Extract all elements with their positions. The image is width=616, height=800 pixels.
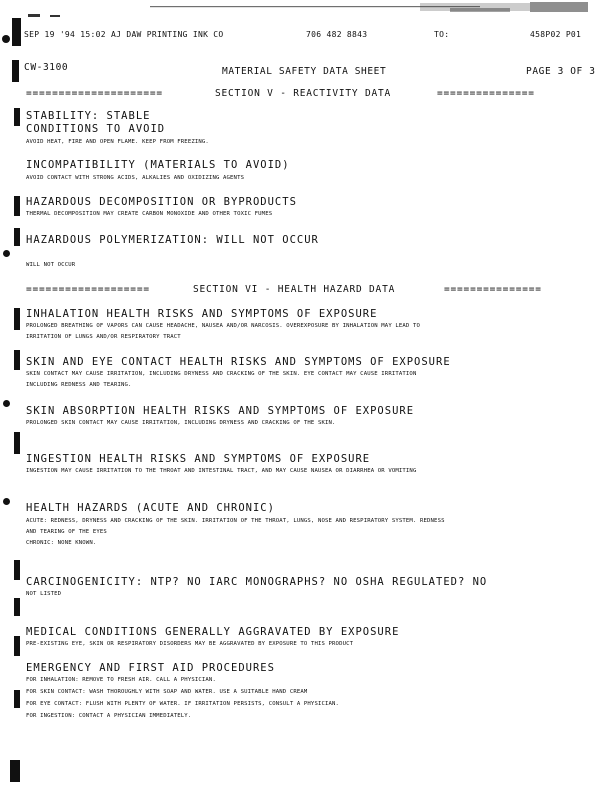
- absorption-label: SKIN ABSORPTION HEALTH RISKS AND SYMPTOMS OF EXPOSURE: [26, 405, 415, 417]
- decomposition-label: HAZARDOUS DECOMPOSITION OR BYPRODUCTS: [26, 196, 297, 208]
- fax-edge-mark: [14, 108, 20, 126]
- document-title: MATERIAL SAFETY DATA SHEET: [222, 66, 387, 77]
- conditions-label: CONDITIONS TO AVOID: [26, 123, 166, 135]
- health-hazards-line: ACUTE: REDNESS, DRYNESS AND CRACKING OF THE SKIN. IRRITATION OF THE THROAT, LUNGS, NOSE AND RESPIRATORY SYSTEM. REDNESS: [26, 518, 445, 524]
- emergency-line: FOR INGESTION: CONTACT A PHYSICIAN IMMEDIATELY.: [26, 713, 192, 719]
- health-hazards-label: HEALTH HAZARDS (ACUTE AND CHRONIC): [26, 502, 275, 514]
- fax-edge-dot: [3, 498, 10, 505]
- medical-conditions-text: PRE-EXISTING EYE, SKIN OR RESPIRATORY DISORDERS MAY BE AGGRAVATED BY EXPOSURE TO THIS PRODUCT: [26, 641, 354, 647]
- fax-to: TO:: [434, 30, 450, 39]
- skin-eye-line: SKIN CONTACT MAY CAUSE IRRITATION, INCLUDING DRYNESS AND CRACKING OF THE SKIN. EYE CONTACT MAY CAUSE IRRITATION: [26, 371, 417, 377]
- fax-edge-mark: [12, 60, 19, 82]
- section6-heading: SECTION VI - HEALTH HAZARD DATA: [193, 284, 396, 295]
- fax-edge-mark: [14, 560, 20, 580]
- stability: STABILITY: STABLE: [26, 110, 151, 122]
- emergency-line: FOR INHALATION: REMOVE TO FRESH AIR. CALL A PHYSICIAN.: [26, 677, 216, 683]
- fax-edge-mark: [12, 18, 21, 46]
- medical-conditions-label: MEDICAL CONDITIONS GENERALLY AGGRAVATED BY EXPOSURE: [26, 626, 400, 638]
- inhalation-line: PROLONGED BREATHING OF VAPORS CAN CAUSE HEADACHE, NAUSEA AND/OR NARCOSIS. OVEREXPOSURE BY INHALATION MAY LEAD TO: [26, 323, 420, 329]
- product-code: CW-3100: [24, 62, 69, 73]
- absorption-text: PROLONGED SKIN CONTACT MAY CAUSE IRRITATION, INCLUDING DRYNESS AND CRACKING OF THE SKIN.: [26, 420, 336, 426]
- conditions-text: AVOID HEAT, FIRE AND OPEN FLAME. KEEP FROM FREEZING.: [26, 139, 209, 145]
- page-number: PAGE 3 OF 3: [526, 66, 596, 77]
- emergency-line: FOR EYE CONTACT: FLUSH WITH PLENTY OF WATER. IF IRRITATION PERSISTS, CONSULT A PHYSICIAN.: [26, 701, 340, 707]
- fax-edge-dot: [3, 250, 10, 257]
- health-hazards-line: AND TEARING OF THE EYES: [26, 529, 107, 535]
- fax-edge-mark: [10, 760, 20, 782]
- fax-edge-dot: [3, 400, 10, 407]
- fax-edge-mark: [14, 636, 20, 656]
- fax-edge-dot: [2, 35, 10, 43]
- fax-edge-mark: [14, 690, 20, 708]
- decomposition-text: THERMAL DECOMPOSITION MAY CREATE CARBON MONOXIDE AND OTHER TOXIC FUMES: [26, 211, 273, 217]
- skin-eye-label: SKIN AND EYE CONTACT HEALTH RISKS AND SYMPTOMS OF EXPOSURE: [26, 356, 451, 368]
- section5-heading: SECTION V - REACTIVITY DATA: [215, 88, 392, 99]
- fax-edge-mark: [14, 598, 20, 616]
- fax-edge-mark: [14, 228, 20, 246]
- rule-left: =====================: [26, 88, 163, 99]
- incompatibility-label: INCOMPATIBILITY (MATERIALS TO AVOID): [26, 159, 290, 171]
- carcinogenicity-label: CARCINOGENICITY: NTP? NO IARC MONOGRAPHS? NO OSHA REGULATED? NO: [26, 576, 488, 588]
- inhalation-label: INHALATION HEALTH RISKS AND SYMPTOMS OF EXPOSURE: [26, 308, 378, 320]
- fax-edge-mark: [14, 308, 20, 330]
- rule-right: ===============: [444, 284, 542, 295]
- emergency-line: FOR SKIN CONTACT: WASH THOROUGHLY WITH SOAP AND WATER. USE A SUITABLE HAND CREAM: [26, 689, 308, 695]
- rule-right: ===============: [437, 88, 535, 99]
- ingestion-text: INGESTION MAY CAUSE IRRITATION TO THE THROAT AND INTESTINAL TRACT, AND MAY CAUSE NAUSEA OR DIARRHEA OR VOMITING: [26, 468, 417, 474]
- skin-eye-line: INCLUDING REDNESS AND TEARING.: [26, 382, 132, 388]
- fax-datetime: SEP 19 '94 15:02 AJ DAW PRINTING INK CO: [24, 30, 224, 39]
- fax-edge-mark: [14, 196, 20, 216]
- emergency-label: EMERGENCY AND FIRST AID PROCEDURES: [26, 662, 275, 674]
- health-hazards-line: CHRONIC: NONE KNOWN.: [26, 540, 97, 546]
- fax-edge-mark: [14, 432, 20, 454]
- rule-left: ===================: [26, 284, 150, 295]
- ingestion-label: INGESTION HEALTH RISKS AND SYMPTOMS OF EXPOSURE: [26, 453, 371, 465]
- polymerization-text: WILL NOT OCCUR: [26, 262, 76, 268]
- polymerization-label: HAZARDOUS POLYMERIZATION: WILL NOT OCCUR: [26, 234, 319, 246]
- incompatibility-text: AVOID CONTACT WITH STRONG ACIDS, ALKALIES AND OXIDIZING AGENTS: [26, 175, 245, 181]
- carcinogenicity-text: NOT LISTED: [26, 591, 62, 597]
- fax-edge-mark: [14, 350, 20, 370]
- inhalation-line: IRRITATION OF LUNGS AND/OR RESPIRATORY TRACT: [26, 334, 181, 340]
- fax-page-ref: 458P02 P01: [530, 30, 582, 39]
- fax-phone: 706 482 8843: [306, 30, 368, 39]
